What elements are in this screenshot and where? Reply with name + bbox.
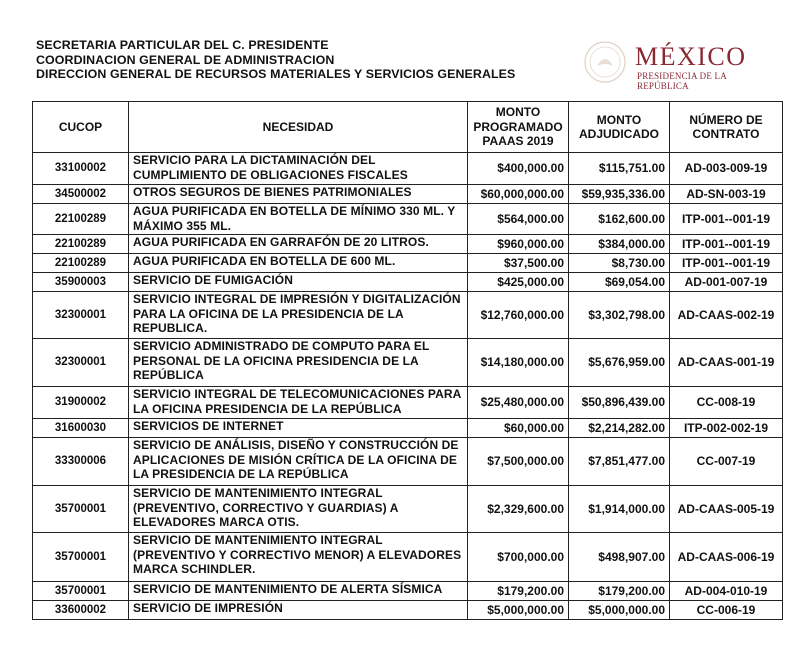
cell-cucop: 35700001: [33, 582, 129, 601]
cell-necesidad: SERVICIO INTEGRAL DE TELECOMUNICACIONES PARA LA OFICINA PRESIDENCIA DE LA REPÚBLICA: [129, 387, 468, 419]
cell-cucop: 22100289: [33, 204, 129, 235]
cell-monto-adjudicado: $498,907.00: [569, 533, 670, 582]
cell-cucop: 32300001: [33, 339, 129, 387]
cell-necesidad: AGUA PURIFICADA EN GARRAFÓN DE 20 LITROS.: [129, 235, 468, 254]
cell-monto-adjudicado: $7,851,477.00: [569, 438, 670, 486]
header-cucop: CUCOP: [33, 102, 129, 153]
table-row: [33, 419, 783, 438]
table-row: [33, 601, 783, 620]
national-seal-icon: [583, 40, 627, 84]
mexico-logo: [583, 40, 773, 91]
table-row: [33, 533, 783, 582]
cell-monto-programado: $60,000,000.00: [468, 185, 569, 204]
cell-cucop: 34500002: [33, 185, 129, 204]
cell-contrato: AD-CAAS-006-19: [670, 533, 783, 582]
cell-monto-adjudicado: $162,600.00: [569, 204, 670, 235]
cell-contrato: ITP-002-002-19: [670, 419, 783, 438]
cell-cucop: 35900003: [33, 273, 129, 292]
table-row: [33, 235, 783, 254]
table-row: [33, 254, 783, 273]
header-monto-adjudicado: MONTO ADJUDICADO: [569, 102, 670, 153]
header-line-2: COORDINACION GENERAL DE ADMINISTRACION: [36, 52, 335, 67]
document-header: [36, 38, 515, 82]
table-row: [33, 387, 783, 419]
cell-cucop: 31900002: [33, 387, 129, 419]
table-row: [33, 292, 783, 339]
cell-cucop: 35700001: [33, 533, 129, 582]
cell-necesidad: SERVICIO DE MANTENIMIENTO DE ALERTA SÍSMICA: [129, 582, 468, 601]
cell-necesidad: SERVICIO DE MANTENIMIENTO INTEGRAL (PREVENTIVO Y CORRECTIVO MENOR) A ELEVADORES MARCA SCHINDLER.: [129, 533, 468, 582]
table-row: [33, 273, 783, 292]
cell-contrato: AD-CAAS-001-19: [670, 339, 783, 387]
cell-cucop: 35700001: [33, 486, 129, 533]
cell-monto-adjudicado: $8,730.00: [569, 254, 670, 273]
header-necesidad: NECESIDAD: [129, 102, 468, 153]
cell-monto-programado: $7,500,000.00: [468, 438, 569, 486]
cell-monto-programado: $700,000.00: [468, 533, 569, 582]
cell-necesidad: SERVICIO DE ANÁLISIS, DISEÑO Y CONSTRUCCIÓN DE APLICACIONES DE MISIÓN CRÍTICA DE LA OFICINA DE LA PRESIDENCIA DE LA REPÚBLICA: [129, 438, 468, 486]
header-numero-contrato: NÚMERO DE CONTRATO: [670, 102, 783, 153]
table-row: [33, 582, 783, 601]
cell-contrato: ITP-001--001-19: [670, 235, 783, 254]
cell-monto-programado: $564,000.00: [468, 204, 569, 235]
cell-monto-adjudicado: $5,676,959.00: [569, 339, 670, 387]
cell-monto-adjudicado: $179,200.00: [569, 582, 670, 601]
cell-contrato: AD-001-007-19: [670, 273, 783, 292]
header-line-3: DIRECCION GENERAL DE RECURSOS MATERIALES Y SERVICIOS GENERALES: [36, 67, 516, 81]
cell-monto-programado: $960,000.00: [468, 235, 569, 254]
cell-necesidad: SERVICIO DE MANTENIMIENTO INTEGRAL (PREVENTIVO, CORRECTIVO Y GUARDIAS) A ELEVADORES MARCA OTIS.: [129, 486, 468, 533]
cell-necesidad: SERVICIO DE IMPRESIÓN: [129, 601, 468, 620]
cell-necesidad: AGUA PURIFICADA EN BOTELLA DE 600 ML.: [129, 254, 468, 273]
cell-monto-programado: $12,760,000.00: [468, 292, 569, 339]
cell-monto-programado: $400,000.00: [468, 153, 569, 185]
cell-contrato: AD-CAAS-005-19: [670, 486, 783, 533]
cell-monto-programado: $14,180,000.00: [468, 339, 569, 387]
cell-cucop: 33600002: [33, 601, 129, 620]
cell-necesidad: OTROS SEGUROS DE BIENES PATRIMONIALES: [129, 185, 468, 204]
table-header-row: [33, 102, 783, 153]
contracts-table: [32, 101, 783, 620]
cell-cucop: 33300006: [33, 438, 129, 486]
table-row: [33, 185, 783, 204]
cell-contrato: ITP-001--001-19: [670, 254, 783, 273]
cell-contrato: ITP-001--001-19: [670, 204, 783, 235]
table-row: [33, 486, 783, 533]
cell-monto-adjudicado: $3,302,798.00: [569, 292, 670, 339]
cell-monto-programado: $25,480,000.00: [468, 387, 569, 419]
cell-monto-programado: $60,000.00: [468, 419, 569, 438]
cell-necesidad: SERVICIO DE FUMIGACIÓN: [129, 273, 468, 292]
cell-necesidad: AGUA PURIFICADA EN BOTELLA DE MÍNIMO 330 ML. Y MÁXIMO 355 ML.: [129, 204, 468, 235]
cell-cucop: 32300001: [33, 292, 129, 339]
cell-monto-programado: $2,329,600.00: [468, 486, 569, 533]
logo-name: MÉXICO: [635, 42, 747, 71]
cell-contrato: AD-003-009-19: [670, 153, 783, 185]
cell-monto-programado: $179,200.00: [468, 582, 569, 601]
table-row: [33, 339, 783, 387]
table-row: [33, 153, 783, 185]
logo-subtitle: PRESIDENCIA DE LA REPÚBLICA: [637, 71, 727, 91]
cell-monto-adjudicado: $384,000.00: [569, 235, 670, 254]
cell-monto-programado: $37,500.00: [468, 254, 569, 273]
cell-monto-programado: $425,000.00: [468, 273, 569, 292]
cell-monto-programado: $5,000,000.00: [468, 601, 569, 620]
table-row: [33, 438, 783, 486]
cell-contrato: CC-007-19: [670, 438, 783, 486]
cell-monto-adjudicado: $5,000,000.00: [569, 601, 670, 620]
cell-contrato: AD-SN-003-19: [670, 185, 783, 204]
cell-contrato: CC-006-19: [670, 601, 783, 620]
cell-contrato: CC-008-19: [670, 387, 783, 419]
header-monto-programado: MONTO PROGRAMADO PAAAS 2019: [468, 102, 569, 153]
cell-cucop: 22100289: [33, 254, 129, 273]
cell-contrato: AD-CAAS-002-19: [670, 292, 783, 339]
cell-monto-adjudicado: $50,896,439.00: [569, 387, 670, 419]
header-line-1: SECRETARIA PARTICULAR DEL C. PRESIDENTE: [36, 38, 329, 52]
cell-necesidad: SERVICIO INTEGRAL DE IMPRESIÓN Y DIGITALIZACIÓN PARA LA OFICINA DE LA PRESIDENCIA DE LA REPUBLICA.: [129, 292, 468, 339]
cell-monto-adjudicado: $115,751.00: [569, 153, 670, 185]
cell-necesidad: SERVICIOS DE INTERNET: [129, 419, 468, 438]
cell-necesidad: SERVICIO PARA LA DICTAMINACIÓN DEL CUMPLIMIENTO DE OBLIGACIONES FISCALES: [129, 153, 468, 185]
cell-monto-adjudicado: $59,935,336.00: [569, 185, 670, 204]
table-row: [33, 204, 783, 235]
cell-monto-adjudicado: $69,054.00: [569, 273, 670, 292]
cell-contrato: AD-004-010-19: [670, 582, 783, 601]
cell-necesidad: SERVICIO ADMINISTRADO DE COMPUTO PARA EL PERSONAL DE LA OFICINA PRESIDENCIA DE LA REPÚBLICA: [129, 339, 468, 387]
cell-cucop: 31600030: [33, 419, 129, 438]
cell-cucop: 22100289: [33, 235, 129, 254]
cell-monto-adjudicado: $1,914,000.00: [569, 486, 670, 533]
cell-cucop: 33100002: [33, 153, 129, 185]
cell-monto-adjudicado: $2,214,282.00: [569, 419, 670, 438]
